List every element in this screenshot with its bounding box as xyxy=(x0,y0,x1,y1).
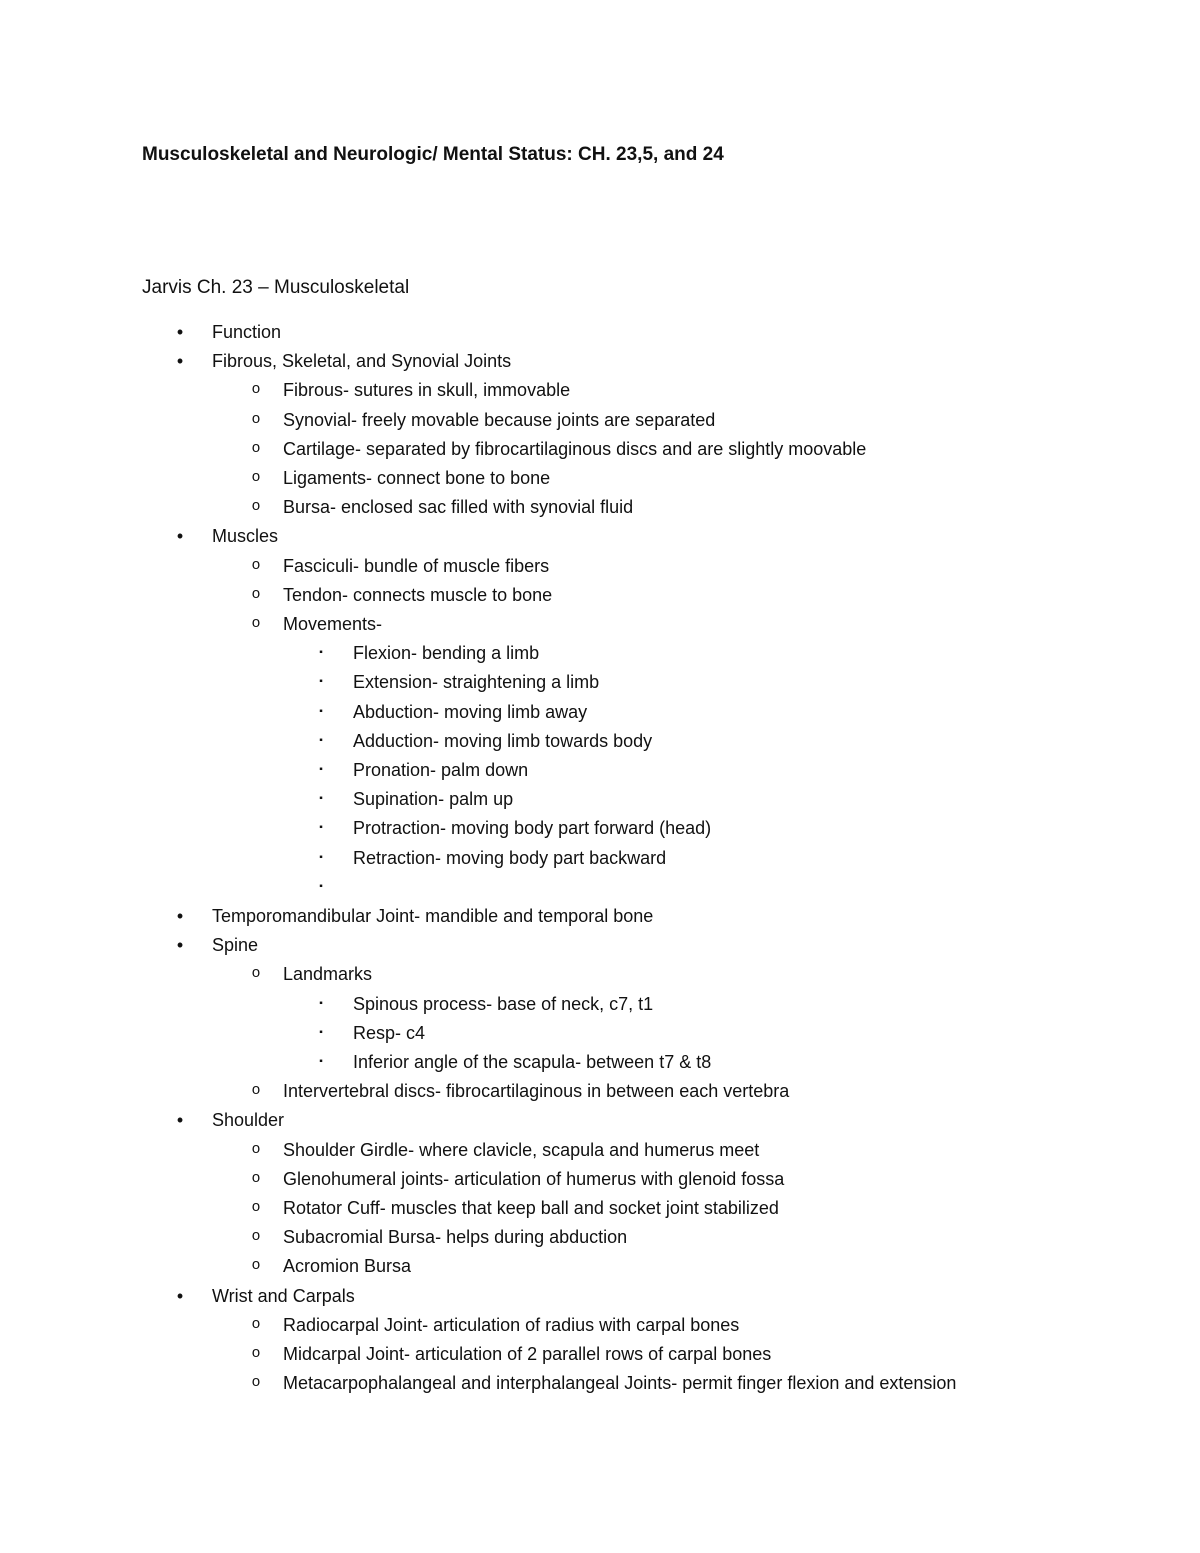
outline-item-level-2 xyxy=(0,465,1200,491)
outline-item-level-1 xyxy=(0,1283,1200,1309)
bullet-marker: • xyxy=(176,1110,184,1130)
outline-item-text: Fibrous- sutures in skull, immovable xyxy=(283,380,571,400)
bullet-marker: • xyxy=(176,935,184,955)
outline-item-level-3 xyxy=(0,815,1200,841)
bullet-marker: ▪ xyxy=(319,998,323,1009)
bullet-marker: o xyxy=(251,469,261,486)
outline-item-text: Wrist and Carpals xyxy=(212,1286,355,1306)
outline-item-level-1 xyxy=(0,932,1200,958)
outline-item-level-2 xyxy=(0,582,1200,608)
outline-item-level-3 xyxy=(0,991,1200,1017)
bullet-marker: o xyxy=(251,557,261,574)
outline-item-level-2 xyxy=(0,1224,1200,1250)
outline-item-level-2 xyxy=(0,961,1200,987)
bullet-marker: • xyxy=(176,906,184,926)
outline-item-level-2 xyxy=(0,1341,1200,1367)
outline-item-level-1 xyxy=(0,903,1200,929)
outline-item-text: Acromion Bursa xyxy=(283,1256,412,1276)
outline-item-level-3 xyxy=(0,874,1200,900)
outline-item-level-3 xyxy=(0,757,1200,783)
bullet-marker: o xyxy=(251,498,261,515)
bullet-marker: • xyxy=(176,322,184,342)
outline-item-level-1 xyxy=(0,1107,1200,1133)
outline-item-level-3 xyxy=(0,728,1200,754)
bullet-marker: o xyxy=(251,1199,261,1216)
outline-item-level-1 xyxy=(0,319,1200,345)
outline-item-text: Spine xyxy=(212,935,259,955)
outline-item-level-2 xyxy=(0,1370,1200,1396)
outline-item-level-3 xyxy=(0,669,1200,695)
outline-item-level-3 xyxy=(0,640,1200,666)
outline-item-text: Resp- c4 xyxy=(353,1023,426,1043)
outline-item-text: Adduction- moving limb towards body xyxy=(353,731,653,751)
outline-item-level-1 xyxy=(0,348,1200,374)
outline-item-text: Spinous process- base of neck, c7, t1 xyxy=(353,994,654,1014)
outline-item-level-3 xyxy=(0,845,1200,871)
bullet-marker: o xyxy=(251,615,261,632)
bullet-marker: ▪ xyxy=(319,764,323,775)
outline-item-text: Radiocarpal Joint- articulation of radius with carpal bones xyxy=(283,1315,740,1335)
outline-item-text: Flexion- bending a limb xyxy=(353,643,540,663)
outline-item-text: Tendon- connects muscle to bone xyxy=(283,585,553,605)
outline-item-level-2 xyxy=(0,407,1200,433)
outline-item-level-2 xyxy=(0,377,1200,403)
bullet-marker: ▪ xyxy=(319,735,323,746)
outline-item-level-2 xyxy=(0,1253,1200,1279)
outline-item-level-2 xyxy=(0,611,1200,637)
outline-item-text: Abduction- moving limb away xyxy=(353,702,588,722)
outline-item-text: Shoulder xyxy=(212,1110,285,1130)
outline-item-text: Function xyxy=(212,322,282,342)
outline-item-level-2 xyxy=(0,436,1200,462)
bullet-marker: ▪ xyxy=(319,881,323,892)
bullet-marker: ▪ xyxy=(319,1027,323,1038)
outline-item-level-3 xyxy=(0,1020,1200,1046)
bullet-marker: • xyxy=(176,526,184,546)
bullet-marker: o xyxy=(251,586,261,603)
bullet-marker: • xyxy=(176,1286,184,1306)
outline-item-level-2 xyxy=(0,1166,1200,1192)
bullet-marker: ▪ xyxy=(319,647,323,658)
outline-item-text: Muscles xyxy=(212,526,279,546)
outline-item-text: Bursa- enclosed sac filled with synovial fluid xyxy=(283,497,634,517)
outline-item-level-3 xyxy=(0,786,1200,812)
bullet-marker: ▪ xyxy=(319,1056,323,1067)
outline-item-level-3 xyxy=(0,1049,1200,1075)
bullet-marker: ▪ xyxy=(319,706,323,717)
outline-item-text: Glenohumeral joints- articulation of humerus with glenoid fossa xyxy=(283,1169,785,1189)
bullet-marker: o xyxy=(251,1082,261,1099)
bullet-marker: ▪ xyxy=(319,852,323,863)
outline-item-text: Supination- palm up xyxy=(353,789,514,809)
outline-item-level-2 xyxy=(0,494,1200,520)
outline-item-level-1 xyxy=(0,523,1200,549)
section-heading: Jarvis Ch. 23 – Musculoskeletal xyxy=(142,277,410,298)
outline-item-text: Midcarpal Joint- articulation of 2 parallel rows of carpal bones xyxy=(283,1344,772,1364)
outline-item-level-2 xyxy=(0,1078,1200,1104)
outline-item-text: Ligaments- connect bone to bone xyxy=(283,468,551,488)
outline-item-text: Inferior angle of the scapula- between t7 & t8 xyxy=(353,1052,712,1072)
bullet-marker: ▪ xyxy=(319,822,323,833)
bullet-marker: o xyxy=(251,440,261,457)
outline-item-text: Subacromial Bursa- helps during abduction xyxy=(283,1227,628,1247)
bullet-marker: • xyxy=(176,351,184,371)
outline-item-text: Temporomandibular Joint- mandible and temporal bone xyxy=(212,906,654,926)
outline-item-text: Pronation- palm down xyxy=(353,760,529,780)
outline-item-text: Synovial- freely movable because joints are separated xyxy=(283,410,716,430)
outline-item-text: Fasciculi- bundle of muscle fibers xyxy=(283,556,550,576)
outline-item-text: Extension- straightening a limb xyxy=(353,672,600,692)
bullet-marker: o xyxy=(251,1228,261,1245)
bullet-marker: o xyxy=(251,1170,261,1187)
outline-item-text: Rotator Cuff- muscles that keep ball and socket joint stabilized xyxy=(283,1198,779,1218)
bullet-marker: o xyxy=(251,1345,261,1362)
bullet-marker: o xyxy=(251,965,261,982)
bullet-marker: o xyxy=(251,381,261,398)
bullet-marker: ▪ xyxy=(319,676,323,687)
bullet-marker: o xyxy=(251,1316,261,1333)
outline-item-text: Protraction- moving body part forward (head) xyxy=(353,818,712,838)
bullet-marker: o xyxy=(251,1141,261,1158)
outline-item-text: Retraction- moving body part backward xyxy=(353,848,667,868)
outline-item-level-2 xyxy=(0,1195,1200,1221)
outline-item-text: Intervertebral discs- fibrocartilaginous in between each vertebra xyxy=(283,1081,790,1101)
outline-item-level-3 xyxy=(0,699,1200,725)
outline-item-text: Shoulder Girdle- where clavicle, scapula and humerus meet xyxy=(283,1140,760,1160)
outline-item-text: Movements- xyxy=(283,614,383,634)
outline-item-level-2 xyxy=(0,553,1200,579)
bullet-marker: o xyxy=(251,1374,261,1391)
outline-item-text: Cartilage- separated by fibrocartilaginous discs and are slightly moovable xyxy=(283,439,867,459)
bullet-marker: o xyxy=(251,1257,261,1274)
bullet-marker: ▪ xyxy=(319,793,323,804)
outline-item-text: Metacarpophalangeal and interphalangeal Joints- permit finger flexion and extension xyxy=(283,1373,957,1393)
page-title: Musculoskeletal and Neurologic/ Mental Status: CH. 23,5, and 24 xyxy=(142,144,724,165)
bullet-marker: o xyxy=(251,411,261,428)
outline-item-level-2 xyxy=(0,1137,1200,1163)
outline-item-text: Fibrous, Skeletal, and Synovial Joints xyxy=(212,351,512,371)
outline-item-level-2 xyxy=(0,1312,1200,1338)
outline-item-text: Landmarks xyxy=(283,964,373,984)
